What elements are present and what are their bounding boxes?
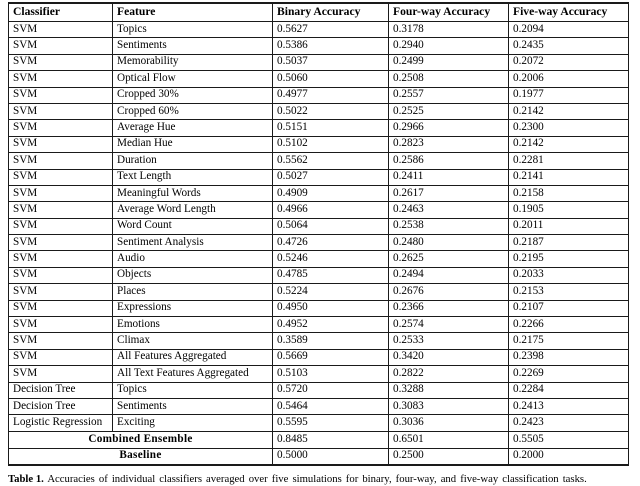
cell-binary-accuracy: 0.4785 bbox=[273, 267, 389, 283]
summary-row-label: Combined Ensemble bbox=[9, 431, 273, 448]
table-row bbox=[9, 185, 629, 201]
cell-classifier: Logistic Regression bbox=[9, 415, 113, 431]
cell-four-way-accuracy: 0.2508 bbox=[389, 71, 509, 87]
table-summary-row bbox=[9, 431, 629, 448]
cell-feature: Median Hue bbox=[113, 136, 273, 152]
cell-classifier: SVM bbox=[9, 317, 113, 333]
cell-four-way-accuracy: 0.6501 bbox=[389, 431, 509, 448]
cell-binary-accuracy: 0.4726 bbox=[273, 235, 389, 251]
cell-binary-accuracy: 0.5027 bbox=[273, 169, 389, 185]
table-row bbox=[9, 317, 629, 333]
cell-four-way-accuracy: 0.2822 bbox=[389, 366, 509, 382]
cell-binary-accuracy: 0.5060 bbox=[273, 71, 389, 87]
cell-five-way-accuracy: 0.2423 bbox=[509, 415, 629, 431]
cell-binary-accuracy: 0.5037 bbox=[273, 54, 389, 70]
cell-feature: Average Word Length bbox=[113, 202, 273, 218]
cell-feature: Places bbox=[113, 284, 273, 300]
cell-feature: Duration bbox=[113, 153, 273, 169]
cell-classifier: SVM bbox=[9, 251, 113, 267]
cell-classifier: SVM bbox=[9, 136, 113, 152]
cell-four-way-accuracy: 0.2411 bbox=[389, 169, 509, 185]
cell-four-way-accuracy: 0.2966 bbox=[389, 120, 509, 136]
cell-feature: Cropped 60% bbox=[113, 103, 273, 119]
table-row bbox=[9, 333, 629, 349]
column-header-binary-accuracy: Binary Accuracy bbox=[273, 3, 389, 22]
cell-classifier: SVM bbox=[9, 218, 113, 234]
cell-feature: Sentiments bbox=[113, 38, 273, 54]
cell-binary-accuracy: 0.8485 bbox=[273, 431, 389, 448]
cell-five-way-accuracy: 0.2094 bbox=[509, 22, 629, 38]
caption-label: Table 1. bbox=[8, 473, 44, 486]
cell-classifier: SVM bbox=[9, 103, 113, 119]
cell-four-way-accuracy: 0.2586 bbox=[389, 153, 509, 169]
table-summary-row bbox=[9, 448, 629, 465]
cell-five-way-accuracy: 0.2175 bbox=[509, 333, 629, 349]
table-row bbox=[9, 382, 629, 398]
cell-five-way-accuracy: 0.2300 bbox=[509, 120, 629, 136]
cell-five-way-accuracy: 0.2142 bbox=[509, 103, 629, 119]
cell-five-way-accuracy: 0.2435 bbox=[509, 38, 629, 54]
cell-classifier: SVM bbox=[9, 120, 113, 136]
table-row bbox=[9, 218, 629, 234]
cell-five-way-accuracy: 0.2142 bbox=[509, 136, 629, 152]
cell-four-way-accuracy: 0.2676 bbox=[389, 284, 509, 300]
cell-feature: Sentiments bbox=[113, 398, 273, 414]
cell-classifier: Decision Tree bbox=[9, 382, 113, 398]
cell-four-way-accuracy: 0.2617 bbox=[389, 185, 509, 201]
table-row bbox=[9, 169, 629, 185]
cell-binary-accuracy: 0.5595 bbox=[273, 415, 389, 431]
cell-four-way-accuracy: 0.2499 bbox=[389, 54, 509, 70]
table-row bbox=[9, 284, 629, 300]
cell-classifier: SVM bbox=[9, 153, 113, 169]
cell-classifier: SVM bbox=[9, 202, 113, 218]
cell-classifier: SVM bbox=[9, 235, 113, 251]
column-header-four-way-accuracy: Four-way Accuracy bbox=[389, 3, 509, 22]
cell-four-way-accuracy: 0.2940 bbox=[389, 38, 509, 54]
cell-feature: Cropped 30% bbox=[113, 87, 273, 103]
cell-binary-accuracy: 0.5064 bbox=[273, 218, 389, 234]
cell-four-way-accuracy: 0.2500 bbox=[389, 448, 509, 465]
table-row bbox=[9, 267, 629, 283]
cell-feature: Sentiment Analysis bbox=[113, 235, 273, 251]
table-row bbox=[9, 251, 629, 267]
cell-five-way-accuracy: 0.2269 bbox=[509, 366, 629, 382]
cell-feature: Optical Flow bbox=[113, 71, 273, 87]
cell-classifier: SVM bbox=[9, 71, 113, 87]
cell-classifier: SVM bbox=[9, 22, 113, 38]
table-row bbox=[9, 415, 629, 431]
cell-five-way-accuracy: 0.1977 bbox=[509, 87, 629, 103]
cell-classifier: SVM bbox=[9, 185, 113, 201]
cell-five-way-accuracy: 0.2000 bbox=[509, 448, 629, 465]
cell-binary-accuracy: 0.5669 bbox=[273, 349, 389, 365]
cell-four-way-accuracy: 0.2625 bbox=[389, 251, 509, 267]
cell-feature: Objects bbox=[113, 267, 273, 283]
accuracy-table bbox=[8, 2, 629, 466]
column-header-classifier: Classifier bbox=[9, 3, 113, 22]
cell-classifier: SVM bbox=[9, 366, 113, 382]
cell-binary-accuracy: 0.5562 bbox=[273, 153, 389, 169]
cell-binary-accuracy: 0.5627 bbox=[273, 22, 389, 38]
cell-four-way-accuracy: 0.2494 bbox=[389, 267, 509, 283]
cell-binary-accuracy: 0.5102 bbox=[273, 136, 389, 152]
table-row bbox=[9, 136, 629, 152]
cell-five-way-accuracy: 0.1905 bbox=[509, 202, 629, 218]
cell-feature: Topics bbox=[113, 22, 273, 38]
table-row bbox=[9, 235, 629, 251]
cell-five-way-accuracy: 0.2141 bbox=[509, 169, 629, 185]
column-header-feature: Feature bbox=[113, 3, 273, 22]
table-row bbox=[9, 300, 629, 316]
cell-four-way-accuracy: 0.3083 bbox=[389, 398, 509, 414]
cell-four-way-accuracy: 0.2538 bbox=[389, 218, 509, 234]
column-header-five-way-accuracy: Five-way Accuracy bbox=[509, 3, 629, 22]
cell-binary-accuracy: 0.5022 bbox=[273, 103, 389, 119]
cell-feature: Word Count bbox=[113, 218, 273, 234]
cell-five-way-accuracy: 0.2281 bbox=[509, 153, 629, 169]
cell-classifier: Decision Tree bbox=[9, 398, 113, 414]
cell-classifier: SVM bbox=[9, 169, 113, 185]
cell-feature: Emotions bbox=[113, 317, 273, 333]
cell-feature: Text Length bbox=[113, 169, 273, 185]
cell-five-way-accuracy: 0.2153 bbox=[509, 284, 629, 300]
table-row bbox=[9, 38, 629, 54]
cell-classifier: SVM bbox=[9, 38, 113, 54]
table-row bbox=[9, 202, 629, 218]
table-row bbox=[9, 120, 629, 136]
cell-binary-accuracy: 0.4977 bbox=[273, 87, 389, 103]
cell-five-way-accuracy: 0.2398 bbox=[509, 349, 629, 365]
table-row bbox=[9, 22, 629, 38]
cell-binary-accuracy: 0.5246 bbox=[273, 251, 389, 267]
cell-four-way-accuracy: 0.3036 bbox=[389, 415, 509, 431]
cell-four-way-accuracy: 0.2823 bbox=[389, 136, 509, 152]
cell-binary-accuracy: 0.4966 bbox=[273, 202, 389, 218]
cell-feature: All Text Features Aggregated bbox=[113, 366, 273, 382]
table-caption bbox=[8, 473, 628, 485]
cell-four-way-accuracy: 0.2533 bbox=[389, 333, 509, 349]
cell-feature: Exciting bbox=[113, 415, 273, 431]
cell-four-way-accuracy: 0.2557 bbox=[389, 87, 509, 103]
table-row bbox=[9, 87, 629, 103]
cell-five-way-accuracy: 0.2284 bbox=[509, 382, 629, 398]
cell-binary-accuracy: 0.5103 bbox=[273, 366, 389, 382]
cell-feature: Audio bbox=[113, 251, 273, 267]
cell-feature: Climax bbox=[113, 333, 273, 349]
table-header bbox=[9, 3, 629, 22]
table-row bbox=[9, 153, 629, 169]
cell-five-way-accuracy: 0.2187 bbox=[509, 235, 629, 251]
cell-five-way-accuracy: 0.2107 bbox=[509, 300, 629, 316]
cell-feature: Meaningful Words bbox=[113, 185, 273, 201]
cell-four-way-accuracy: 0.2480 bbox=[389, 235, 509, 251]
cell-classifier: SVM bbox=[9, 54, 113, 70]
cell-classifier: SVM bbox=[9, 300, 113, 316]
cell-classifier: SVM bbox=[9, 87, 113, 103]
cell-binary-accuracy: 0.5151 bbox=[273, 120, 389, 136]
cell-binary-accuracy: 0.3589 bbox=[273, 333, 389, 349]
cell-feature: Memorability bbox=[113, 54, 273, 70]
cell-classifier: SVM bbox=[9, 333, 113, 349]
cell-five-way-accuracy: 0.5505 bbox=[509, 431, 629, 448]
cell-binary-accuracy: 0.4909 bbox=[273, 185, 389, 201]
cell-classifier: SVM bbox=[9, 349, 113, 365]
cell-classifier: SVM bbox=[9, 284, 113, 300]
cell-feature: All Features Aggregated bbox=[113, 349, 273, 365]
cell-four-way-accuracy: 0.2463 bbox=[389, 202, 509, 218]
cell-five-way-accuracy: 0.2413 bbox=[509, 398, 629, 414]
cell-feature: Expressions bbox=[113, 300, 273, 316]
cell-feature: Topics bbox=[113, 382, 273, 398]
cell-five-way-accuracy: 0.2158 bbox=[509, 185, 629, 201]
cell-four-way-accuracy: 0.2366 bbox=[389, 300, 509, 316]
table-row bbox=[9, 349, 629, 365]
cell-binary-accuracy: 0.5224 bbox=[273, 284, 389, 300]
cell-binary-accuracy: 0.5000 bbox=[273, 448, 389, 465]
cell-binary-accuracy: 0.5386 bbox=[273, 38, 389, 54]
cell-four-way-accuracy: 0.2574 bbox=[389, 317, 509, 333]
table-row bbox=[9, 366, 629, 382]
cell-binary-accuracy: 0.4950 bbox=[273, 300, 389, 316]
cell-binary-accuracy: 0.4952 bbox=[273, 317, 389, 333]
cell-binary-accuracy: 0.5720 bbox=[273, 382, 389, 398]
table-body bbox=[9, 22, 629, 466]
cell-five-way-accuracy: 0.2033 bbox=[509, 267, 629, 283]
cell-feature: Average Hue bbox=[113, 120, 273, 136]
caption-text: Accuracies of individual classifiers averaged over five simulations for binary, four-way, and five-way classification tasks. bbox=[47, 473, 587, 486]
cell-five-way-accuracy: 0.2011 bbox=[509, 218, 629, 234]
table-row bbox=[9, 71, 629, 87]
table-row bbox=[9, 103, 629, 119]
cell-four-way-accuracy: 0.3420 bbox=[389, 349, 509, 365]
table-header-row bbox=[9, 3, 629, 22]
cell-binary-accuracy: 0.5464 bbox=[273, 398, 389, 414]
cell-five-way-accuracy: 0.2266 bbox=[509, 317, 629, 333]
cell-four-way-accuracy: 0.3178 bbox=[389, 22, 509, 38]
cell-five-way-accuracy: 0.2006 bbox=[509, 71, 629, 87]
summary-row-label: Baseline bbox=[9, 448, 273, 465]
table-row bbox=[9, 54, 629, 70]
cell-classifier: SVM bbox=[9, 267, 113, 283]
cell-five-way-accuracy: 0.2195 bbox=[509, 251, 629, 267]
cell-five-way-accuracy: 0.2072 bbox=[509, 54, 629, 70]
cell-four-way-accuracy: 0.2525 bbox=[389, 103, 509, 119]
cell-four-way-accuracy: 0.3288 bbox=[389, 382, 509, 398]
